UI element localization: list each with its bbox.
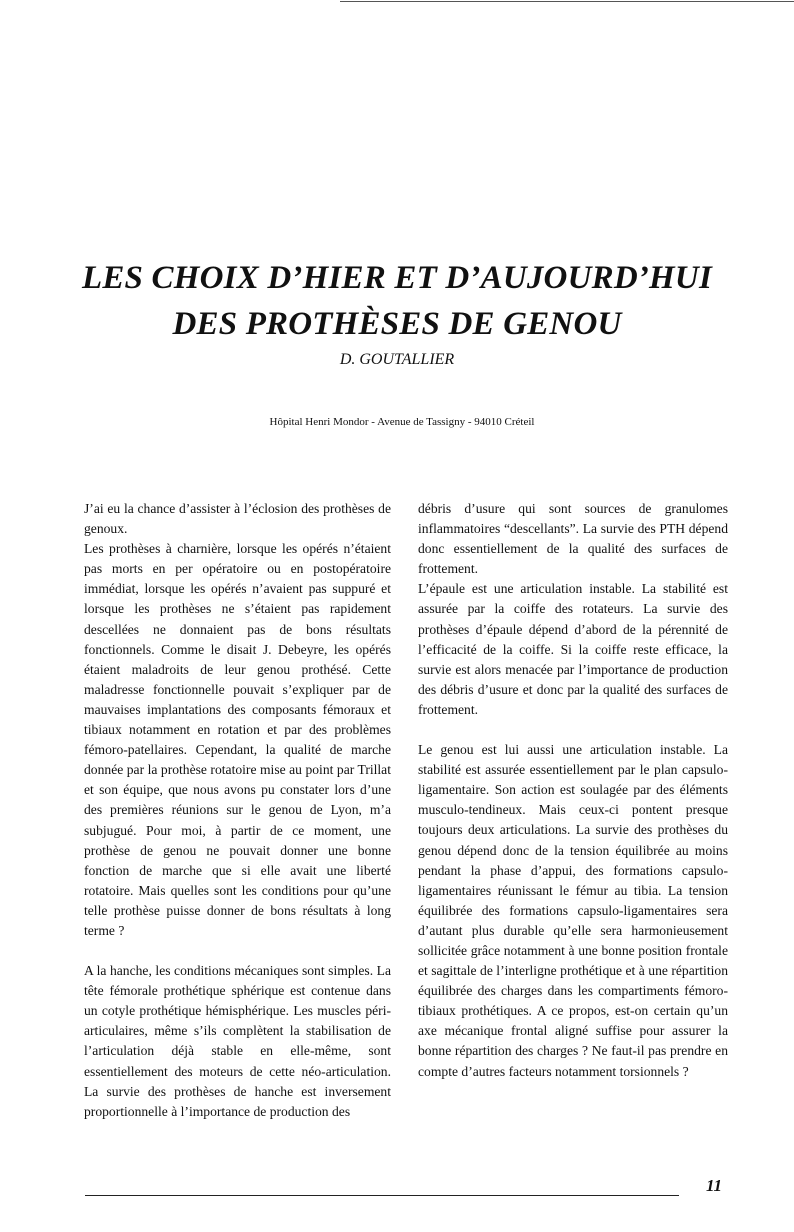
- title-line-2: DES PROTHÈSES DE GENOU: [172, 306, 622, 342]
- top-rule: [340, 1, 794, 2]
- paragraph: Le genou est lui aussi une articulation instable. La stabilité est assurée essentiellement par le plan capsulo-ligamentaire. Son action est soulagée par des éléments musculo-tendineux. Mais ceux-ci pontent presque toujours deux articulations. La survie des prothèses du genou dépend donc de la tension équilibrée au moins pendant la phase d’appui, des formations capsulo-ligamentaires réunissant le fémur au tibia. La tension équilibrée des formations capsulo-ligamentaires sera d’autant plus durable qu’elle sera harmonieusement sollicitée grâce notamment à une bonne position frontale et sagittale de l’interligne prothétique et à une répartition équilibrée des charges dans les compartiments fémoro-tibiaux prothétiques. A ce propos, est-on certain qu’un axe mécanique frontal aligné suffise pour assurer la bonne répartition des charges ? Ne faut-il pas prendre en compte d’autres facteurs notamment torsionnels ?: [418, 742, 728, 1079]
- footer-rule: [85, 1195, 679, 1196]
- paragraph: L’épaule est une articulation instable. La stabilité est assurée par la coiffe des rotateurs. La survie des prothèses d’épaule dépend d’abord de la pérennité de l’efficacité de la coiffe. Si la coiffe reste efficace, la survie est alors menacée par l’importance de production des débris d’usure et donc par la qualité des surfaces de frottement.: [418, 581, 728, 717]
- article-title: [0, 255, 794, 347]
- page-number: 11: [706, 1176, 723, 1195]
- author-affiliation: Hôpital Henri Mondor - Avenue de Tassigny - 94010 Créteil: [269, 416, 535, 428]
- author-name: D. GOUTALLIER: [339, 351, 455, 368]
- paragraph: Les prothèses à charnière, lorsque les opérés n’étaient pas morts en per opératoire ou en postopératoire immédiat, lorsque les opérés n’avaient pas suppuré et lorsque les prothèses ne s’étaient pas rapidement descellées ne donnaient pas de bons résultats fonctionnels. Comme le disait J. Debeyre, les opérés étaient maladroits de leur genou prothésé. Cette maladresse fonctionnelle pouvait s’expliquer par de mauvaises implantations des composants fémoraux et tibiaux notamment en rotation et par des problèmes fémoro-patellaires. Cependant, la qualité de marche donnée par la prothèse rotatoire mise au point par Trillat et son équipe, que nous avons pu constater lors d’une des premières réunions sur le genou de Lyon, m’a subjugué. Pour moi, à partir de ce moment, une prothèse de genou ne pouvait donner une bonne fonction de marche que si elle avait une liberté rotatoire. Mais quelles sont les conditions pour qu’une telle prothèse puisse donner de bons résultats à long terme ?: [84, 541, 391, 938]
- paragraph: débris d’usure qui sont sources de granulomes inflammatoires “descellants”. La survie des PTH dépend donc essentiellement de la qualité des surfaces de frottement.: [418, 501, 728, 577]
- title-line-1: LES CHOIX D’HIER ET D’AUJOURD’HUI: [81, 260, 712, 296]
- right-column: [418, 499, 728, 1082]
- left-column: [84, 499, 391, 1122]
- paragraph: A la hanche, les conditions mécaniques sont simples. La tête fémorale prothétique sphérique est contenue dans un cotyle prothétique hémisphérique. Les muscles péri-articulaires, même s’ils complètent la stabilisation de l’articulation déjà stable en elle-même, sont essentiellement des moteurs de cette néo-articulation. La survie des prothèses de hanche est inversement proportionnelle à l’importance de production des: [84, 963, 391, 1119]
- paragraph: J’ai eu la chance d’assister à l’éclosion des prothèses de genoux.: [84, 501, 391, 537]
